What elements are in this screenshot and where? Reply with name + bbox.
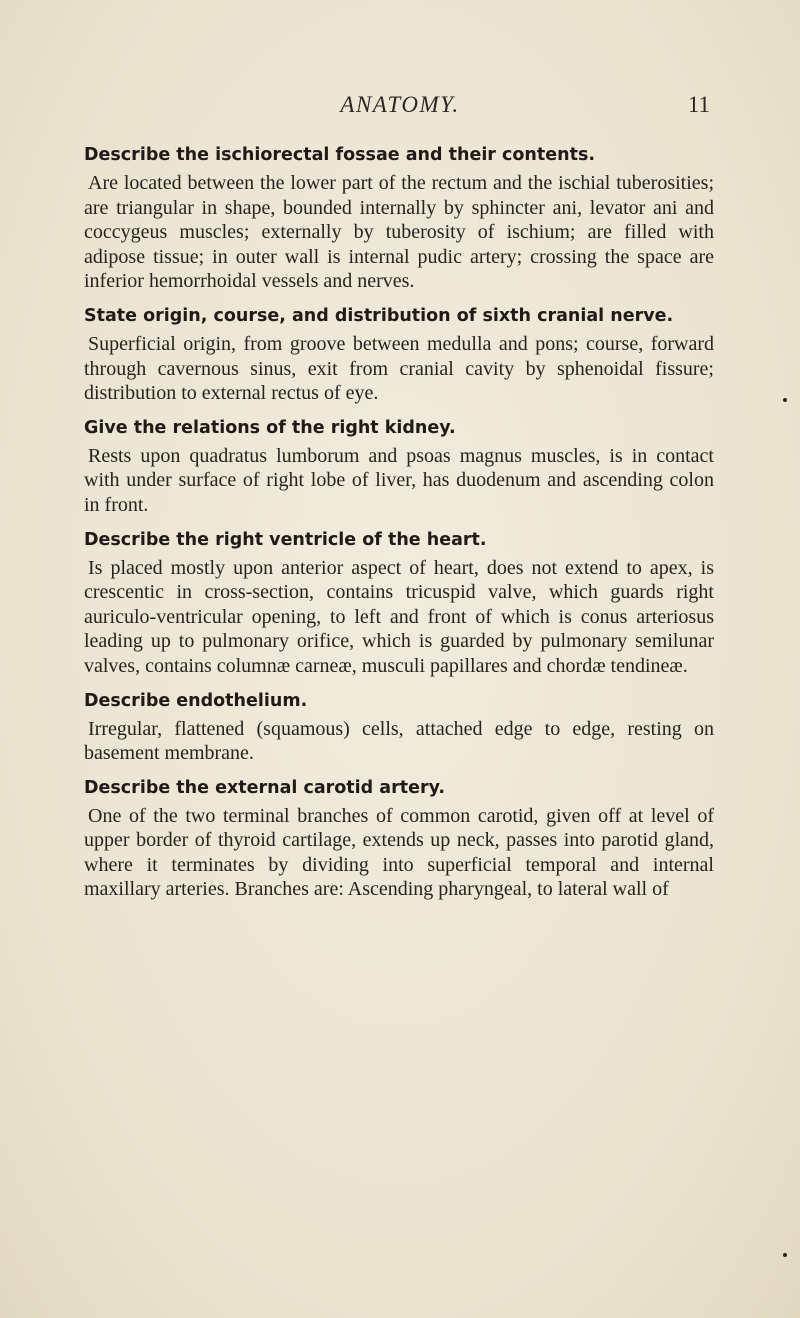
print-speck	[783, 398, 787, 402]
qa-section	[84, 688, 714, 766]
qa-section	[84, 527, 714, 679]
page-body	[84, 142, 714, 911]
question-heading: Describe the right ventricle of the heart.	[84, 529, 487, 550]
qa-section	[84, 303, 714, 406]
running-head	[0, 92, 800, 122]
qa-section	[84, 415, 714, 518]
question-heading: Describe the external carotid artery.	[84, 777, 446, 798]
print-speck	[783, 1253, 787, 1257]
question-heading: Describe the ischiorectal fossae and their contents.	[84, 145, 596, 165]
answer-paragraph: Are located between the lower part of the rectum and the ischial tuberosities; are triangular in shape, bounded internally by sphincter ani, levator ani and coccygeus muscles; externally by tuberosity of ischium; are filled with adipose tissue; in outer wall is internal pudic artery; crossing the space are inferior hemorrhoidal vessels and nerves.	[84, 172, 714, 293]
question-heading: Give the relations of the right kidney.	[84, 417, 456, 438]
page-number: 11	[687, 92, 710, 117]
answer-paragraph: Rests upon quadratus lumborum and psoas magnus muscles, is in contact with under surface of right lobe of liver, has duodenum and ascending colon in front.	[84, 444, 714, 516]
answer-paragraph: Is placed mostly upon anterior aspect of heart, does not extend to apex, is crescentic in cross-section, contains tricuspid valve, which guards right auriculo-ventricular opening, to left and front of which is conus arteriosus leading up to pulmonary orifice, which is guarded by pulmonary semilunar valves, contains columnæ carneæ, musculi papillares and chordæ tendineæ.	[84, 556, 714, 677]
qa-section	[84, 142, 714, 294]
question-heading: Describe endothelium.	[84, 690, 308, 711]
qa-section	[84, 775, 714, 902]
answer-paragraph: One of the two terminal branches of common carotid, given off at level of upper border of thyroid cartilage, extends up neck, passes into parotid gland, where it terminates by dividing into superficial temporal and internal maxillary arteries. Branches are: Ascending pharyngeal, to lateral wall of	[84, 804, 714, 901]
question-heading: State origin, course, and distribution of sixth cranial nerve.	[84, 305, 674, 326]
answer-paragraph: Superficial origin, from groove between medulla and pons; course, forward through cavernous sinus, exit from cranial cavity by sphenoidal fissure; distribution to external rectus of eye.	[84, 332, 714, 405]
answer-paragraph: Irregular, flattened (squamous) cells, attached edge to edge, resting on basement membrane.	[84, 717, 714, 765]
running-title: ANATOMY.	[340, 92, 460, 117]
